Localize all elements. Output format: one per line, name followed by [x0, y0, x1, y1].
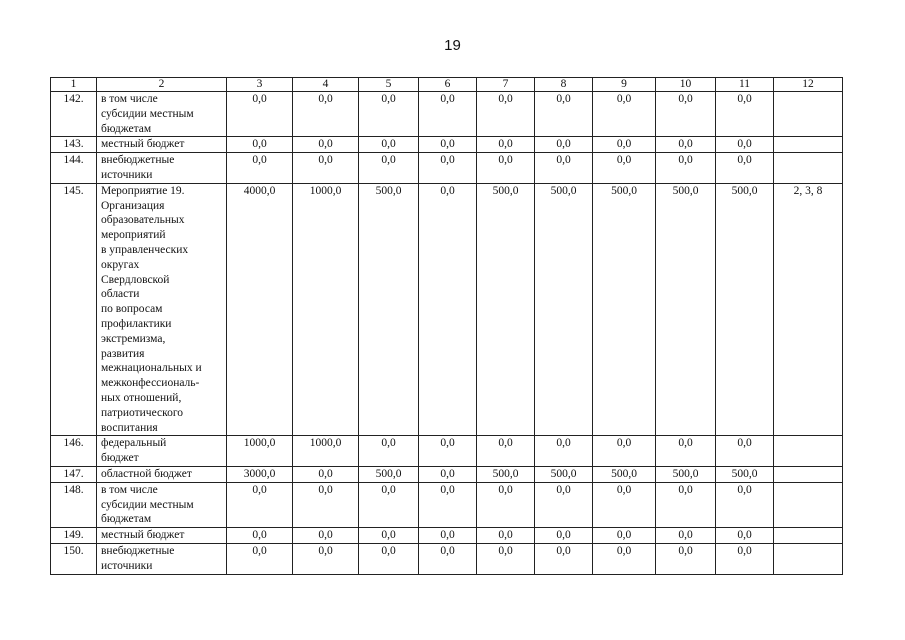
row-number: 150. — [51, 543, 97, 574]
value-cell: 0,0 — [227, 153, 293, 184]
value-cell: 4000,0 — [227, 183, 293, 436]
value-cell: 500,0 — [656, 466, 716, 482]
table-row — [51, 436, 843, 467]
column-header: 1 — [51, 78, 97, 92]
row-note — [774, 466, 843, 482]
row-name: внебюджетные источники — [97, 153, 227, 184]
value-cell: 0,0 — [716, 528, 774, 544]
value-cell: 0,0 — [716, 436, 774, 467]
column-header: 4 — [293, 78, 359, 92]
row-name: местный бюджет — [97, 137, 227, 153]
row-note: 2, 3, 8 — [774, 183, 843, 436]
value-cell: 0,0 — [593, 436, 656, 467]
column-header: 3 — [227, 78, 293, 92]
value-cell: 0,0 — [419, 528, 477, 544]
value-cell: 0,0 — [419, 137, 477, 153]
value-cell: 0,0 — [477, 92, 535, 137]
value-cell: 0,0 — [419, 466, 477, 482]
page-number: 19 — [444, 37, 461, 54]
value-cell: 500,0 — [477, 466, 535, 482]
value-cell: 500,0 — [716, 183, 774, 436]
row-note — [774, 482, 843, 527]
value-cell: 0,0 — [359, 92, 419, 137]
value-cell: 0,0 — [656, 436, 716, 467]
value-cell: 500,0 — [716, 466, 774, 482]
row-name: в том числе субсидии местным бюджетам — [97, 92, 227, 137]
row-note — [774, 543, 843, 574]
value-cell: 0,0 — [593, 543, 656, 574]
value-cell: 500,0 — [593, 466, 656, 482]
value-cell: 500,0 — [593, 183, 656, 436]
value-cell: 0,0 — [359, 482, 419, 527]
row-note — [774, 528, 843, 544]
table-body — [51, 92, 843, 575]
row-name: областной бюджет — [97, 466, 227, 482]
budget-table — [50, 77, 843, 575]
column-header: 7 — [477, 78, 535, 92]
row-number: 147. — [51, 466, 97, 482]
value-cell: 0,0 — [419, 92, 477, 137]
row-number: 143. — [51, 137, 97, 153]
value-cell: 0,0 — [535, 92, 593, 137]
value-cell: 0,0 — [419, 436, 477, 467]
value-cell: 500,0 — [477, 183, 535, 436]
value-cell: 0,0 — [716, 482, 774, 527]
row-name: Мероприятие 19. Организация образовательных мероприятий в управленческих округах Свердловской области по вопросам профилактики экстремизма, развития межнациональных и межконфессиональ- ных отношений, патриотического воспитания — [97, 183, 227, 436]
row-number: 148. — [51, 482, 97, 527]
value-cell: 0,0 — [716, 153, 774, 184]
value-cell: 500,0 — [656, 183, 716, 436]
value-cell: 1000,0 — [293, 436, 359, 467]
value-cell: 0,0 — [359, 153, 419, 184]
value-cell: 500,0 — [535, 466, 593, 482]
value-cell: 0,0 — [593, 528, 656, 544]
value-cell: 0,0 — [535, 528, 593, 544]
table-row — [51, 183, 843, 436]
value-cell: 0,0 — [227, 482, 293, 527]
value-cell: 0,0 — [359, 543, 419, 574]
value-cell: 0,0 — [419, 153, 477, 184]
value-cell: 3000,0 — [227, 466, 293, 482]
value-cell: 0,0 — [419, 482, 477, 527]
column-header: 2 — [97, 78, 227, 92]
table-row — [51, 92, 843, 137]
value-cell: 0,0 — [477, 482, 535, 527]
value-cell: 0,0 — [535, 543, 593, 574]
value-cell: 1000,0 — [293, 183, 359, 436]
value-cell: 0,0 — [656, 543, 716, 574]
row-number: 146. — [51, 436, 97, 467]
value-cell: 0,0 — [359, 528, 419, 544]
column-header: 6 — [419, 78, 477, 92]
value-cell: 0,0 — [535, 137, 593, 153]
value-cell: 0,0 — [293, 466, 359, 482]
column-header-row — [51, 78, 843, 92]
value-cell: 0,0 — [593, 92, 656, 137]
value-cell: 0,0 — [656, 482, 716, 527]
column-header: 5 — [359, 78, 419, 92]
row-note — [774, 92, 843, 137]
value-cell: 0,0 — [419, 183, 477, 436]
row-note — [774, 436, 843, 467]
table-row — [51, 482, 843, 527]
value-cell: 0,0 — [477, 436, 535, 467]
value-cell: 0,0 — [293, 543, 359, 574]
column-header: 11 — [716, 78, 774, 92]
column-header: 9 — [593, 78, 656, 92]
row-number: 149. — [51, 528, 97, 544]
value-cell: 0,0 — [359, 137, 419, 153]
value-cell: 0,0 — [656, 528, 716, 544]
value-cell: 0,0 — [477, 137, 535, 153]
value-cell: 0,0 — [593, 482, 656, 527]
value-cell: 0,0 — [477, 528, 535, 544]
row-number: 145. — [51, 183, 97, 436]
value-cell: 0,0 — [359, 436, 419, 467]
row-note — [774, 153, 843, 184]
value-cell: 0,0 — [227, 543, 293, 574]
row-name: местный бюджет — [97, 528, 227, 544]
column-header: 8 — [535, 78, 593, 92]
row-name: федеральный бюджет — [97, 436, 227, 467]
table-row — [51, 543, 843, 574]
value-cell: 0,0 — [716, 543, 774, 574]
row-number: 144. — [51, 153, 97, 184]
value-cell: 0,0 — [293, 137, 359, 153]
value-cell: 0,0 — [716, 137, 774, 153]
column-header: 12 — [774, 78, 843, 92]
value-cell: 0,0 — [419, 543, 477, 574]
value-cell: 0,0 — [535, 153, 593, 184]
value-cell: 0,0 — [593, 153, 656, 184]
row-number: 142. — [51, 92, 97, 137]
value-cell: 0,0 — [293, 92, 359, 137]
value-cell: 500,0 — [535, 183, 593, 436]
value-cell: 0,0 — [656, 137, 716, 153]
value-cell: 0,0 — [593, 137, 656, 153]
value-cell: 500,0 — [359, 466, 419, 482]
value-cell: 0,0 — [477, 153, 535, 184]
value-cell: 0,0 — [656, 153, 716, 184]
value-cell: 0,0 — [535, 482, 593, 527]
table-row — [51, 137, 843, 153]
value-cell: 1000,0 — [227, 436, 293, 467]
table-row — [51, 153, 843, 184]
row-name: в том числе субсидии местным бюджетам — [97, 482, 227, 527]
column-header: 10 — [656, 78, 716, 92]
value-cell: 0,0 — [656, 92, 716, 137]
value-cell: 0,0 — [535, 436, 593, 467]
value-cell: 0,0 — [227, 92, 293, 137]
value-cell: 0,0 — [716, 92, 774, 137]
value-cell: 0,0 — [293, 528, 359, 544]
table-row — [51, 528, 843, 544]
value-cell: 0,0 — [293, 153, 359, 184]
value-cell: 0,0 — [227, 137, 293, 153]
value-cell: 0,0 — [293, 482, 359, 527]
row-name: внебюджетные источники — [97, 543, 227, 574]
value-cell: 0,0 — [477, 543, 535, 574]
value-cell: 500,0 — [359, 183, 419, 436]
table-row — [51, 466, 843, 482]
row-note — [774, 137, 843, 153]
value-cell: 0,0 — [227, 528, 293, 544]
